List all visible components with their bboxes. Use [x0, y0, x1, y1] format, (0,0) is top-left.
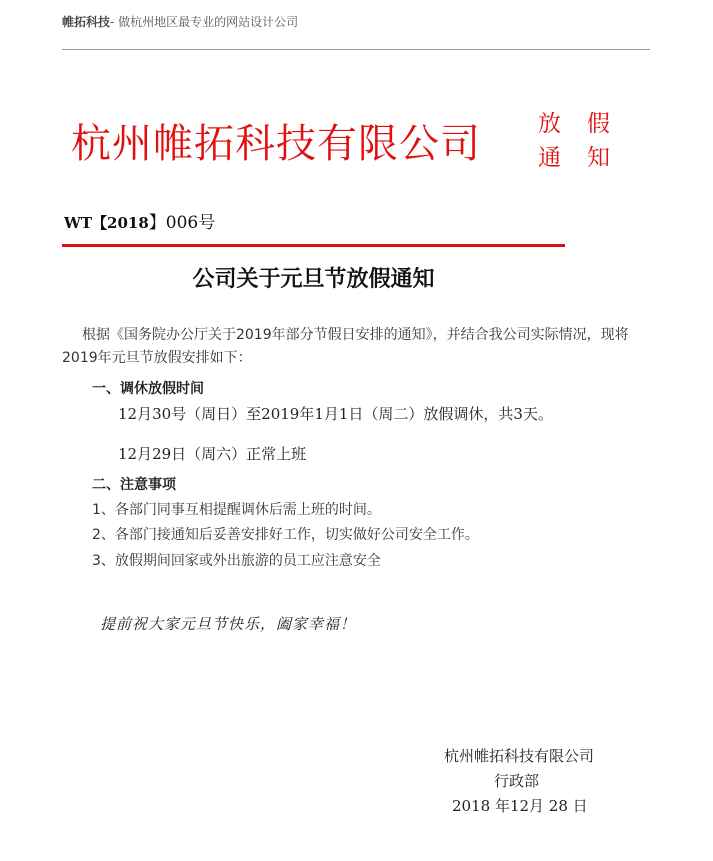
notice-badge-line1: 放假 — [538, 111, 636, 137]
schedule-line-2: 12月29日（周六）正常上班 — [118, 445, 307, 463]
document-number-suffix: 】006号 — [148, 213, 216, 233]
header-tagline: - 做杭州地区最专业的网站设计公司 — [110, 15, 299, 29]
document-number-year: 2018 — [107, 214, 149, 232]
intro-text: 根据《国务院办公厅关于2019年部分节假日安排的通知》，并结合我公司实际情况，现将2019年元旦节放假安排如下： — [62, 327, 629, 366]
note-item-2: 2、各部门接通知后妥善安排好工作，切实做好公司安全工作。 — [92, 527, 479, 543]
intro-paragraph — [62, 324, 662, 370]
notice-title: 公司关于元旦节放假通知 — [192, 266, 435, 292]
signature-date: 2018 年12月 28 日 — [452, 797, 588, 815]
note-item-1: 1、各部门同事互相提醒调休后需上班的时间。 — [92, 502, 381, 518]
document-number — [64, 208, 215, 233]
letterhead-company-name: 杭州帷拓科技有限公司 — [71, 121, 481, 167]
schedule-line-1: 12月30号（周日）至2019年1月1日（周二）放假调休，共3天。 — [118, 405, 553, 423]
holiday-greeting: 提前祝大家元旦节快乐，阖家幸福！ — [100, 615, 357, 633]
document-number-prefix: WT【 — [64, 214, 108, 232]
red-divider — [62, 244, 565, 247]
note-item-3: 3、放假期间回家或外出旅游的员工应注意安全 — [92, 553, 381, 569]
signature-company: 杭州帷拓科技有限公司 — [444, 747, 595, 765]
signature-department: 行政部 — [494, 772, 540, 790]
notice-badge — [538, 107, 636, 175]
header-divider — [62, 49, 650, 50]
notice-badge-line2: 通知 — [538, 145, 636, 171]
site-header — [62, 13, 298, 30]
section1-heading: 一、调休放假时间 — [92, 381, 204, 397]
section2-heading: 二、注意事项 — [92, 477, 176, 493]
header-brand: 帷拓科技 — [62, 15, 111, 29]
